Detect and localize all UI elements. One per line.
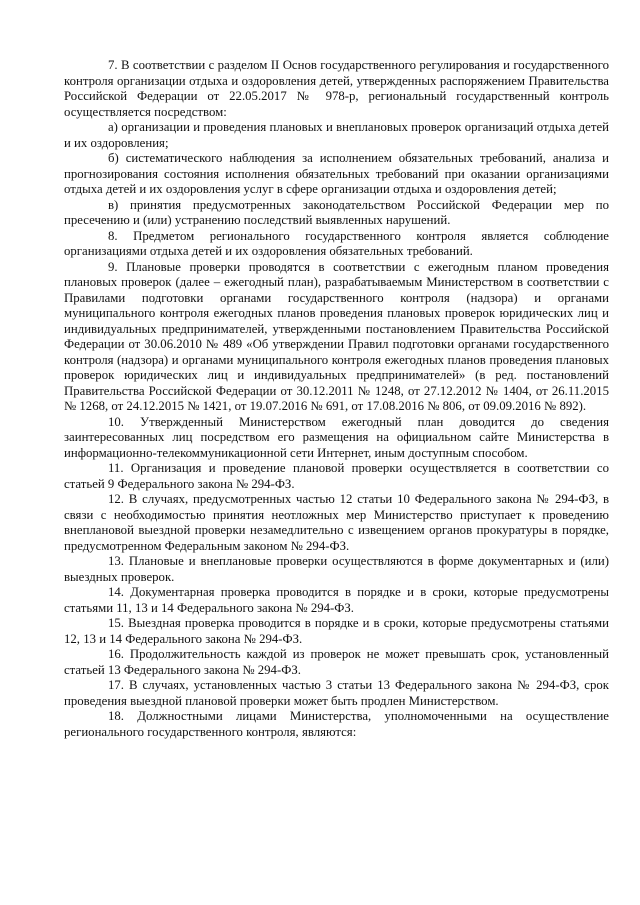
paragraph-16: 16. Продолжительность каждой из проверок не может превышать срок, установленный статьей 13 Федерального закона № 294-ФЗ. [64,647,609,677]
paragraph-17: 17. В случаях, установленных частью 3 статьи 13 Федерального закона № 294-ФЗ, срок проведения выездной плановой проверки может быть продлен Министерством. [64,678,609,708]
paragraph-18: 18. Должностными лицами Министерства, уполномоченными на осуществление регионального государственного контроля, являются: [64,709,609,739]
paragraph-9: 9. Плановые проверки проводятся в соответствии с ежегодным планом проведения плановых проверок (далее – ежегодный план), разрабатываемым Министерством в соответствии с Правилами подготовки органами государственного контроля (надзора) и органами муниципального контроля ежегодных планов проведения плановых проверок юридических лиц и индивидуальных предпринимателей, утвержденными постановлением Правительства Российской Федерации от 30.06.2010 № 489 «Об утверждении Правил подготовки органами государственного контроля (надзора) и органами муниципального контроля ежегодных планов проведения плановых проверок юридических лиц и индивидуальных предпринимателей» (в ред. постановлений Правительства Российской Федерации от 30.12.2011 № 1248, от 27.12.2012 № 1404, от 26.11.2015 № 1268, от 24.12.2015 № 1421, от 19.07.2016 № 691, от 17.08.2016 № 806, от 09.09.2016 № 892). [64,259,609,413]
paragraph-8: 8. Предметом регионального государственного контроля является соблюдение организациями отдыха детей и их оздоровления обязательных требований. [64,228,609,258]
paragraph-13: 13. Плановые и внеплановые проверки осуществляются в форме документарных и (или) выездных проверок. [64,554,609,584]
subitem-b: б) систематического наблюдения за исполнением обязательных требований, анализа и прогнозирования состояния исполнения обязательных требований при оказании организациями отдыха детей и их оздоровления услуг в сфере организации отдыха и оздоровления детей; [64,151,609,196]
paragraph-14: 14. Документарная проверка проводится в порядке и в сроки, которые предусмотрены статьями 11, 13 и 14 Федерального закона № 294-ФЗ. [64,585,609,615]
paragraph-11: 11. Организация и проведение плановой проверки осуществляется в соответствии со статьей 9 Федерального закона № 294-ФЗ. [64,461,609,491]
paragraph-12: 12. В случаях, предусмотренных частью 12 статьи 10 Федерального закона № 294-ФЗ, в связи с необходимостью принятия неотложных мер Министерство приступает к проведению внеплановой выездной проверки незамедлительно с извещением органов прокуратуры в порядке, предусмотренном Федеральным законом № 294-ФЗ. [64,492,609,553]
paragraph-15: 15. Выездная проверка проводится в порядке и в сроки, которые предусмотрены статьями 12, 13 и 14 Федерального закона № 294-ФЗ. [64,616,609,646]
subitem-v: в) принятия предусмотренных законодательством Российской Федерации мер по пресечению и (или) устранению последствий выявленных нарушений. [64,197,609,227]
subitem-a: а) организации и проведения плановых и внеплановых проверок организаций отдыха детей и их оздоровления; [64,120,609,150]
paragraph-7: 7. В соответствии с разделом II Основ государственного регулирования и государственного контроля организации отдыха и оздоровления детей, утвержденных распоряжением Правительства Российской Федерации от 22.05.2017 № 978-р, региональный государственный контроль осуществляется посредством: [64,58,609,119]
paragraph-10: 10. Утвержденный Министерством ежегодный план доводится до сведения заинтересованных лиц посредством его размещения на официальном сайте Министерства в информационно-телекоммуникационной сети Интернет, иным доступным способом. [64,414,609,460]
